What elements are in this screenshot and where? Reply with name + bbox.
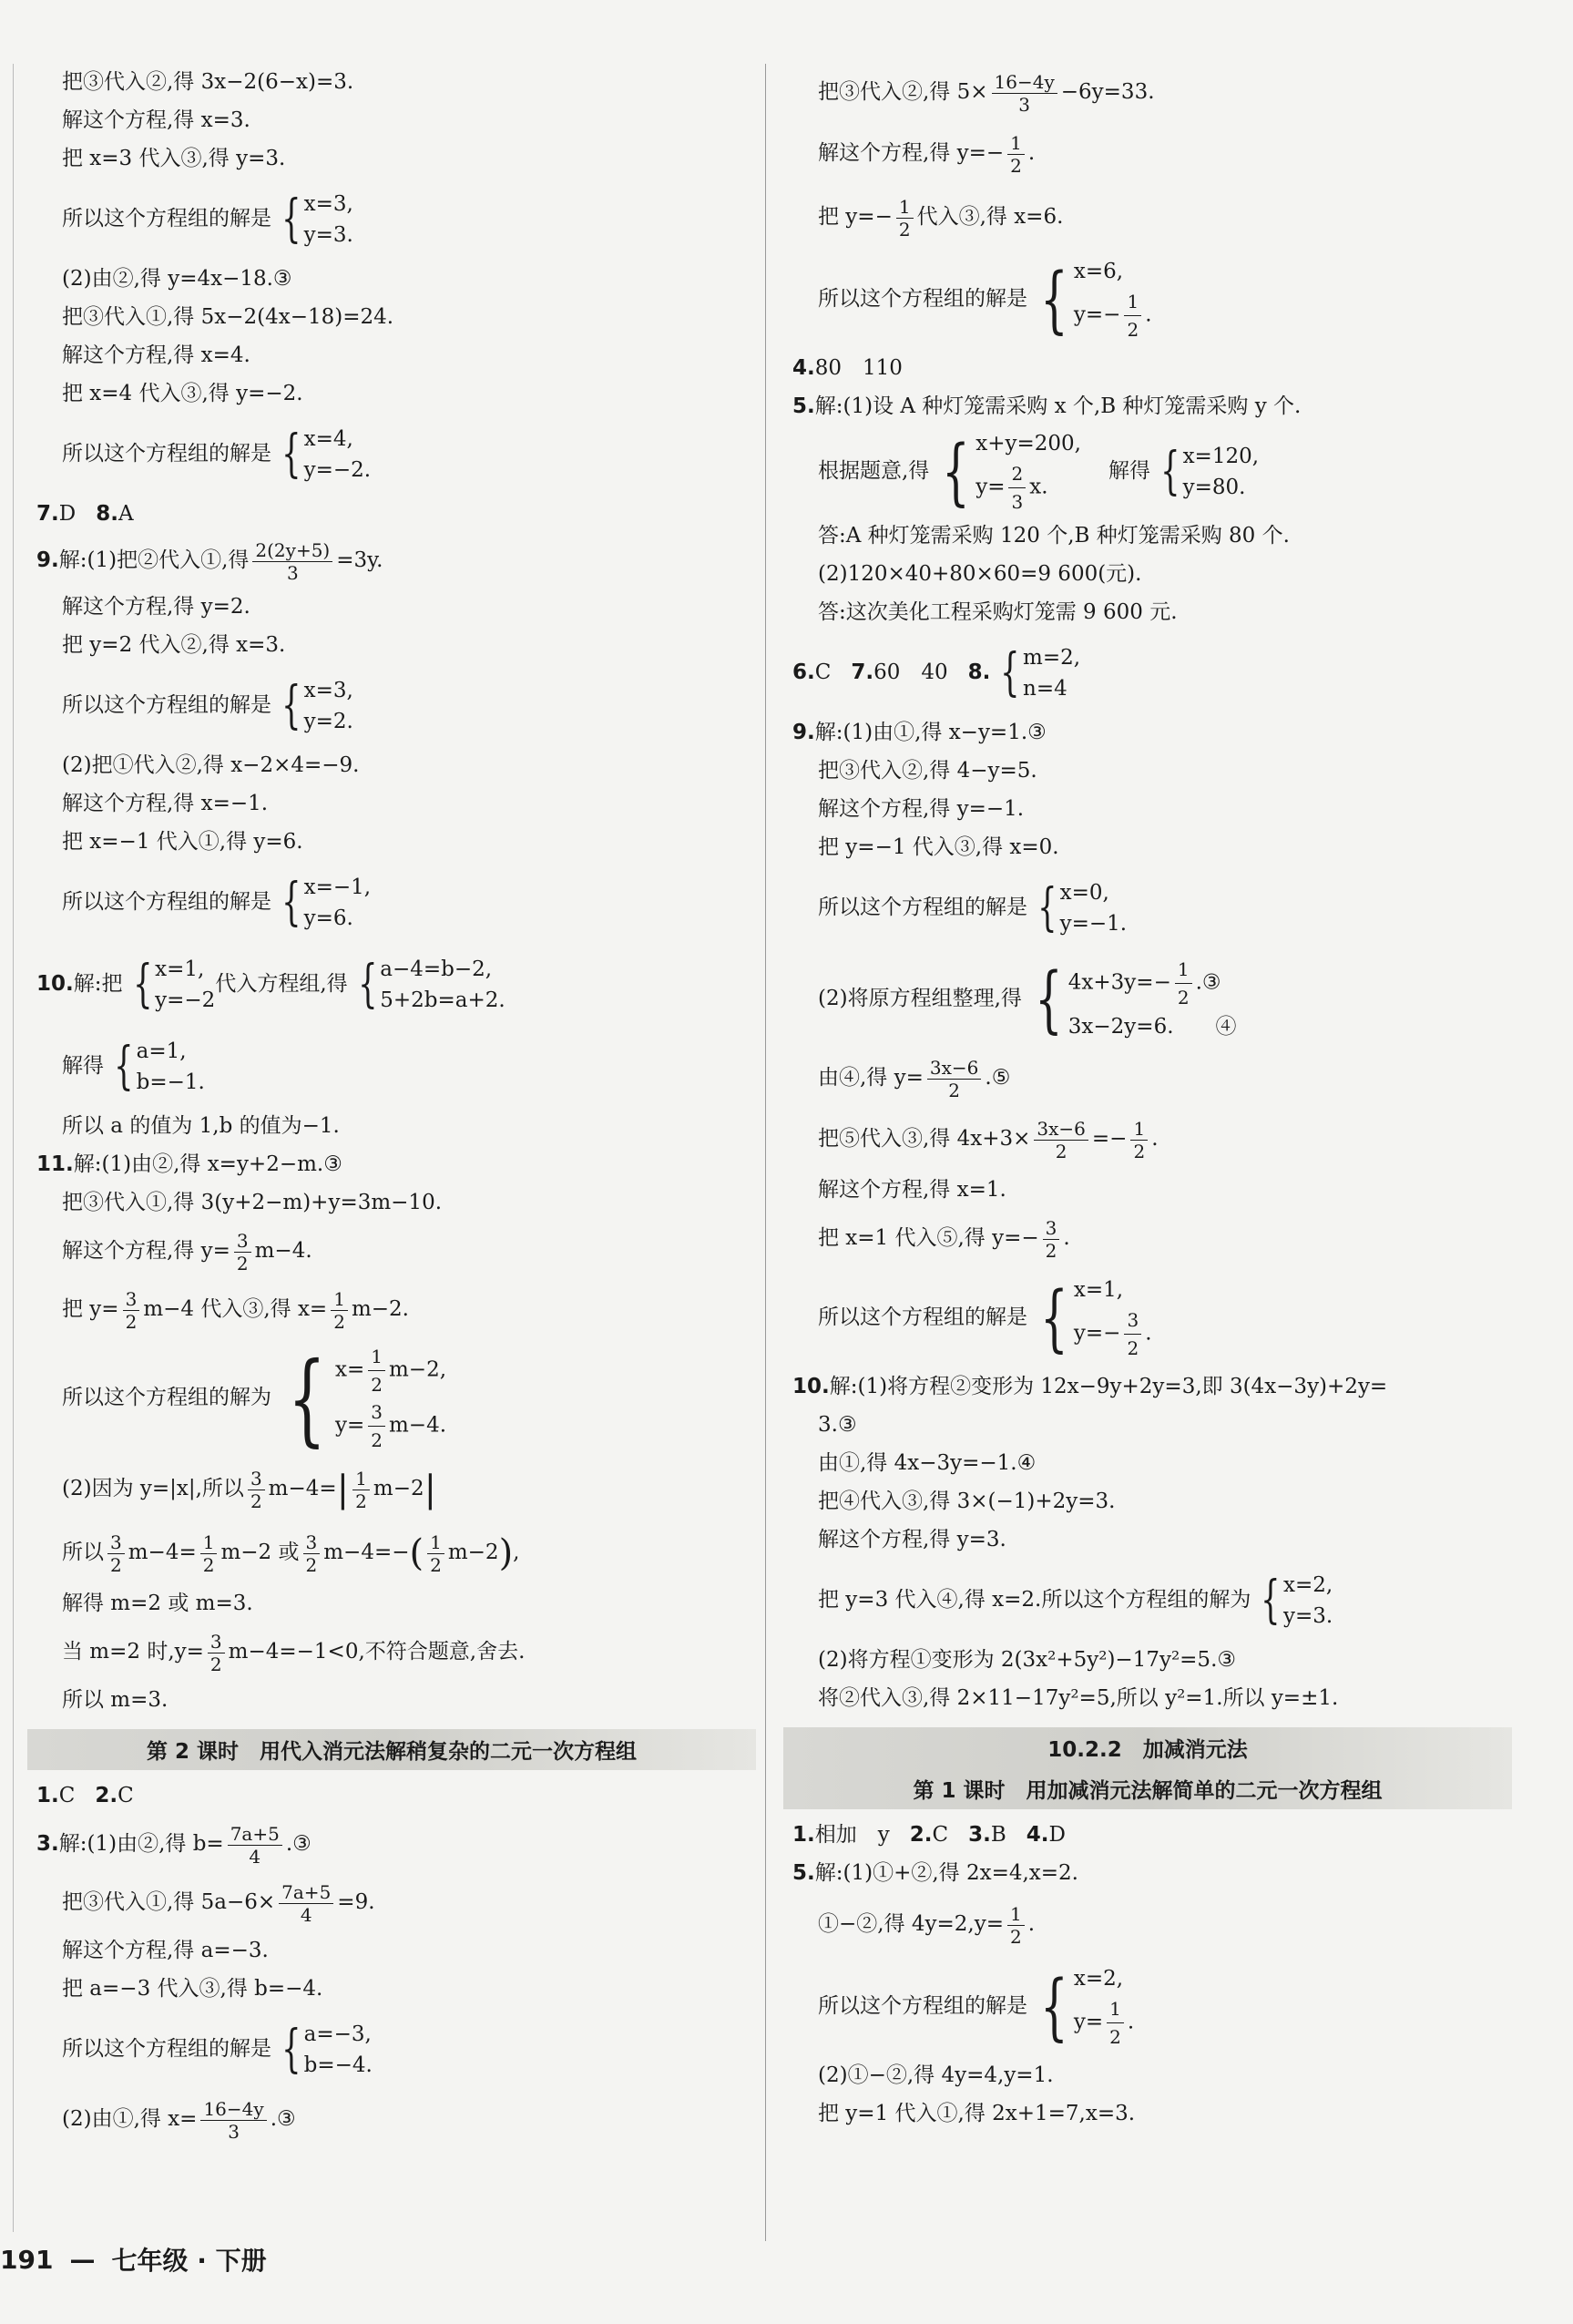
- equation-system: { x=1, y=−2: [132, 955, 216, 1014]
- answer-line: 1. C 2. C: [36, 1777, 729, 1816]
- question-number: 9.: [792, 721, 815, 745]
- fraction: $\frac{1}{2}$: [1130, 1118, 1148, 1162]
- text-line: (2)把①代入②,得 x−2×4=−9.: [62, 753, 360, 778]
- fraction: $\frac{3}{2}$: [123, 1288, 140, 1333]
- solution-line: (2)将原方程组整理,得 { 4x+3y=− $\frac{1}{2}$ .③ 3x−2y=6. ④: [818, 957, 1237, 1041]
- fraction: $\frac{7a+5}{4}$: [279, 1881, 333, 1926]
- answer-line: 1. 相加 y 2. C 3. B 4. D: [792, 1817, 1521, 1855]
- solution-line: 所以这个方程组的解是 { x=3, y=3.: [36, 179, 729, 261]
- question-number: 4.: [1026, 1823, 1049, 1848]
- margin-rule: [13, 64, 14, 2232]
- text-line: 把 x=1 代入⑤,得 y=− $\frac{3}{2}$ .: [818, 1216, 1070, 1262]
- question-line: 9. 解:(1)把②代入①,得 $\frac{2(2y+5)}{3}$ =3y.: [36, 538, 383, 584]
- question-number: 8.: [967, 660, 991, 685]
- solution-line: 所以这个方程组的解是 { x=1, y=− $\frac{3}{2}$ .: [818, 1275, 1152, 1360]
- fraction: $\frac{16-4y}{3}$: [992, 71, 1057, 116]
- fraction: $\frac{3x-6}{2}$: [1034, 1118, 1088, 1162]
- text-line: 把④代入③,得 3×(−1)+2y=3.: [818, 1490, 1116, 1514]
- equation-system: { x=3, y=3.: [281, 189, 353, 249]
- text-line: 解这个方程,得 y= $\frac{3}{2}$ m−4.: [62, 1229, 312, 1275]
- text-line: 把③代入①,得 5a−6× $\frac{7a+5}{4}$ =9.: [62, 1880, 375, 1926]
- text-line: ①−②,得 4y=2,y= $\frac{1}{2}$ .: [818, 1902, 1036, 1948]
- solution-line: 所以这个方程组的解是 { x=4, y=−2.: [36, 414, 729, 496]
- text-line: 解这个方程,得 y=− $\frac{1}{2}$ .: [818, 131, 1036, 177]
- text-line: 把 y=−1 代入③,得 x=0.: [818, 835, 1059, 860]
- section-heading: 第 2 课时 用代入消元法解稍复杂的二元一次方程组: [27, 1729, 756, 1770]
- question-line: 5. 解:(1)①+②,得 2x=4,x=2.: [792, 1855, 1521, 1893]
- question-number: 9.: [36, 548, 59, 573]
- question-number: 5.: [792, 1861, 815, 1886]
- fraction: $\frac{3}{2}$: [1043, 1217, 1060, 1262]
- text-line: 当 m=2 时,y= $\frac{3}{2}$ m−4=−1<0,不符合题意,舍去.: [62, 1630, 526, 1675]
- fraction: $\frac{1}{2}$: [1007, 132, 1025, 177]
- page-number: 191: [0, 2244, 54, 2275]
- equation-system: { x=2, y= $\frac{1}{2}$ .: [1040, 1964, 1135, 2049]
- text-line: (2)①−②,得 4y=4,y=1.: [818, 2063, 1054, 2088]
- equation-system: { x=1, y=− $\frac{3}{2}$ .: [1040, 1275, 1152, 1360]
- fraction: $\frac{3}{2}$: [208, 1631, 225, 1675]
- fraction: $\frac{1}{2}$: [896, 196, 914, 241]
- left-column: [36, 64, 729, 2149]
- question-number: 7.: [851, 660, 874, 685]
- question-line: 9. 解:(1)由①,得 x−y=1.③: [792, 714, 1521, 752]
- solution-line: 所以这个方程组的解是 { x=6, y=− $\frac{1}{2}$ .: [818, 257, 1152, 342]
- text-line: 解这个方程,得 a=−3.: [62, 1939, 269, 1963]
- text-line: 把③代入②,得 4−y=5.: [818, 759, 1037, 783]
- question-number: 11.: [36, 1152, 74, 1177]
- solution-line: 所以这个方程组的解是 { x=0, y=−1.: [792, 867, 1521, 949]
- text-line: 把③代入②,得 5× $\frac{16-4y}{3}$ −6y=33.: [818, 70, 1155, 116]
- equation-system: { x=−1, y=6.: [281, 873, 372, 932]
- solution-line: 所以这个方程组的解是 { x=2, y= $\frac{1}{2}$ .: [818, 1964, 1135, 2049]
- equation-system: { a=−3, b=−4.: [281, 2020, 373, 2079]
- solution-line: 所以这个方程组的解是 { x=−1, y=6.: [36, 862, 729, 944]
- text-line: 3.③: [818, 1413, 857, 1438]
- page-footer: [0, 2241, 267, 2278]
- text-line: 把 a=−3 代入③,得 b=−4.: [62, 1977, 323, 2002]
- question-line: 3. 解:(1)由②,得 b= $\frac{7a+5}{4}$ .③: [36, 1822, 312, 1868]
- answer-line: 4. 80 110: [792, 350, 1521, 388]
- question-number: 2.: [95, 1784, 118, 1808]
- equation-system: { m=2, n=4: [1000, 643, 1081, 702]
- equation-system: { x=4, y=−2.: [281, 425, 372, 484]
- text-line: 所以 a 的值为 1,b 的值为−1.: [62, 1114, 340, 1139]
- fraction: $\frac{7a+5}{4}$: [228, 1823, 282, 1868]
- text-line: 把③代入①,得 3(y+2−m)+y=3m−10.: [62, 1191, 443, 1215]
- right-column: [792, 64, 1521, 2134]
- solution-line: 根据题意,得 { x+y=200, y= $\frac{2}{3}$ x. 解得 { x=120, y=80.: [818, 429, 1260, 514]
- fraction: $\frac{3}{2}$: [303, 1531, 321, 1576]
- fraction: $\frac{3}{2}$: [234, 1230, 251, 1275]
- fraction: $\frac{3x-6}{2}$: [927, 1057, 982, 1101]
- solution-line: 所以这个方程组的解为 { x= $\frac{1}{2}$ m−2, y= $\frac{3}{2}$ m−4.: [62, 1340, 447, 1457]
- question-number: 1.: [36, 1784, 59, 1808]
- fraction: $\frac{16-4y}{3}$: [200, 2098, 266, 2143]
- text-line: 答:这次美化工程采购灯笼需 9 600 元.: [818, 600, 1178, 625]
- equation-system: { x=2, y=3.: [1261, 1571, 1333, 1630]
- solution-line: 所以这个方程组的解是 { x=3, y=2.: [36, 665, 729, 747]
- section-heading: 10.2.2 加减消元法: [783, 1727, 1512, 1768]
- answer-line: 6. C 7. 60 40 8. { m=2, n=4: [792, 632, 1521, 714]
- solution-line: 解得 { a=1, b=−1.: [36, 1026, 729, 1108]
- equation-system: { x+y=200, y= $\frac{2}{3}$ x.: [942, 429, 1081, 514]
- question-number: 3.: [36, 1832, 59, 1857]
- text-line: 解这个方程,得 y=3.: [818, 1528, 1006, 1552]
- text-line: 把 y=− $\frac{1}{2}$ 代入③,得 x=6.: [818, 195, 1064, 241]
- text-line: 把③代入①,得 5x−2(4x−18)=24.: [62, 305, 394, 330]
- solution-line: 所以这个方程组的解是 { a=−3, b=−4.: [36, 2009, 729, 2091]
- text-line: 由④,得 y= $\frac{3x-6}{2}$ .⑤: [818, 1056, 1011, 1101]
- equation-system: { 4x+3y=− $\frac{1}{2}$ .③ 3x−2y=6. ④: [1035, 957, 1237, 1041]
- text-line: 由①,得 4x−3y=−1.④: [818, 1451, 1037, 1476]
- question-number: 3.: [968, 1823, 991, 1848]
- column-divider: [765, 64, 766, 2241]
- fraction: $\frac{1}{2}$: [200, 1531, 218, 1576]
- text-line: 把 y= $\frac{3}{2}$ m−4 代入③,得 x= $\frac{1}{2}$ m−2.: [62, 1287, 409, 1333]
- text-line: 解这个方程,得 x=4.: [62, 343, 250, 368]
- text-line: 解这个方程,得 y=2.: [62, 595, 250, 619]
- section-subheading: 第 1 课时 用加减消元法解简单的二元一次方程组: [783, 1768, 1512, 1809]
- text-line: 解这个方程,得 x=3.: [62, 108, 250, 133]
- text-line: (2)由②,得 y=4x−18.③: [62, 267, 292, 292]
- fraction: $\frac{3}{2}$: [107, 1531, 125, 1576]
- question-number: 5.: [792, 394, 815, 419]
- question-number: 10.: [36, 972, 74, 997]
- text-line: 把 y=1 代入①,得 2x+1=7,x=3.: [818, 2102, 1136, 2126]
- text-line: 把 y=2 代入②,得 x=3.: [62, 633, 286, 658]
- text-line: 把⑤代入③,得 4x+3× $\frac{3x-6}{2}$ =− $\frac{1}{2}$ .: [818, 1117, 1159, 1162]
- question-number: 4.: [792, 356, 815, 381]
- text-line: 把 x=−1 代入①,得 y=6.: [62, 830, 303, 855]
- equation-system: { x=0, y=−1.: [1037, 878, 1128, 937]
- answer-line: 7. D 8. A: [36, 496, 729, 534]
- text-line: 解这个方程,得 x=1.: [818, 1178, 1006, 1203]
- text-line: 所以 $\frac{3}{2}$ m−4= $\frac{1}{2}$ m−2 或 $\frac{3}{2}$ m−4=− ( $\frac{1}{2}$ m−2 ) ,: [62, 1531, 520, 1576]
- fraction: $\frac{1}{2}$: [352, 1468, 370, 1512]
- grade-label: 七年级 · 下册: [111, 2246, 267, 2276]
- text-line: (2)由①,得 x= $\frac{16-4y}{3}$ .③: [62, 2097, 296, 2143]
- text-line: 把③代入②,得 3x−2(6−x)=3.: [62, 70, 354, 95]
- text-line: 所以 m=3.: [62, 1688, 169, 1713]
- text-line: 将②代入③,得 2×11−17y²=5,所以 y²=1.所以 y=±1.: [818, 1686, 1339, 1711]
- equation-system: { x=120, y=80.: [1160, 442, 1260, 501]
- equation-system: { x=6, y=− $\frac{1}{2}$ .: [1040, 257, 1152, 342]
- question-line: 10. 解:(1)将方程②变形为 12x−9y+2y=3,即 3(4x−3y)+2y=: [792, 1368, 1521, 1407]
- solution-line: 把 y=3 代入④,得 x=2.所以这个方程组的解为 { x=2, y=3.: [792, 1560, 1521, 1642]
- equation-system: { a−4=b−2, 5+2b=a+2.: [357, 955, 506, 1014]
- text-line: 解得 m=2 或 m=3.: [62, 1592, 253, 1616]
- question-line: 11. 解:(1)由②,得 x=y+2−m.③: [36, 1146, 729, 1184]
- fraction: $\frac{2(2y+5)}{3}$: [252, 539, 332, 584]
- fraction: $\frac{1}{2}$: [1007, 1903, 1025, 1948]
- equation-system: { x=3, y=2.: [281, 676, 353, 735]
- text-line: (2)将方程①变形为 2(3x²+5y²)−17y²=5.③: [818, 1648, 1237, 1673]
- question-number: 7.: [36, 502, 59, 527]
- text-line: 解这个方程,得 x=−1.: [62, 792, 269, 816]
- fraction: $\frac{1}{2}$: [427, 1531, 444, 1576]
- question-line: 5. 解:(1)设 A 种灯笼需采购 x 个,B 种灯笼需采购 y 个.: [792, 388, 1521, 426]
- footer-dash: —: [69, 2244, 96, 2275]
- text-line: (2)120×40+80×60=9 600(元).: [818, 562, 1142, 587]
- fraction: $\frac{3}{2}$: [248, 1468, 265, 1512]
- text-line: 把 x=4 代入③,得 y=−2.: [62, 382, 303, 406]
- equation-system: { a=1, b=−1.: [114, 1037, 205, 1096]
- text-line: 解这个方程,得 y=−1.: [818, 797, 1025, 822]
- question-number: 2.: [909, 1823, 933, 1848]
- text-line: 答:A 种灯笼需采购 120 个,B 种灯笼需采购 80 个.: [818, 524, 1290, 548]
- question-line: 10. 解:把 { x=1, y=−2 代入方程组,得 { a−4=b−2, 5+2b=a+2.: [36, 944, 729, 1026]
- question-number: 6.: [792, 660, 815, 685]
- question-number: 1.: [792, 1823, 815, 1848]
- equation-system: { x= $\frac{1}{2}$ m−2, y= $\frac{3}{2}$ m−4.: [288, 1340, 447, 1457]
- fraction: $\frac{1}{2}$: [331, 1288, 348, 1333]
- question-number: 10.: [792, 1375, 830, 1399]
- question-number: 8.: [96, 502, 118, 527]
- text-line: 把 x=3 代入③,得 y=3.: [62, 147, 286, 171]
- text-line: (2)因为 y=|x|,所以 $\frac{3}{2}$ m−4= | $\frac{1}{2}$ m−2 |: [62, 1467, 437, 1512]
